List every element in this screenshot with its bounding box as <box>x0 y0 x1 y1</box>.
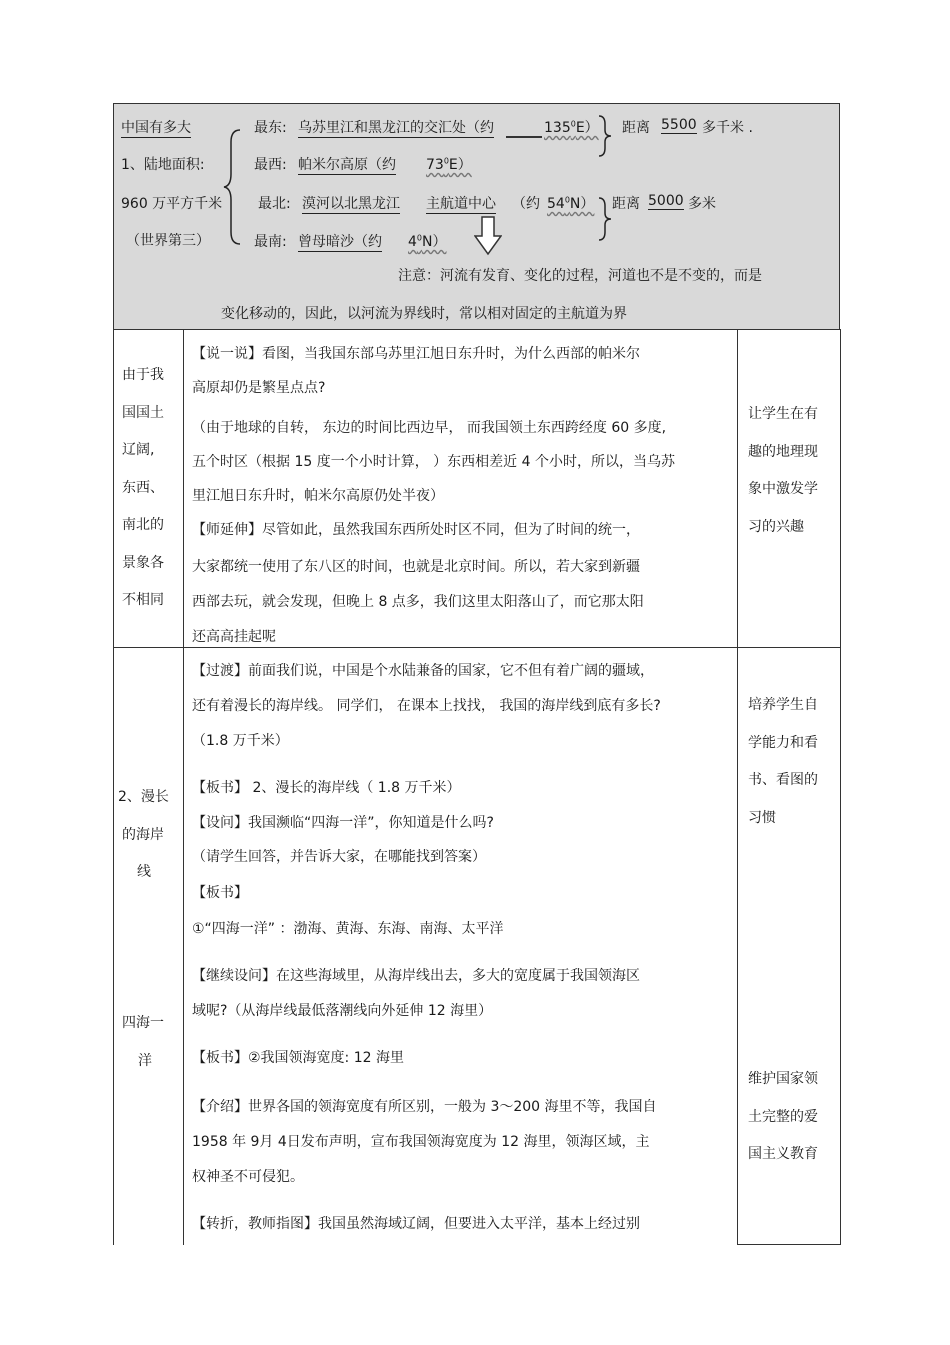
distance-ew-unit: 多千米 . <box>702 120 753 136</box>
left-brace-icon <box>222 128 242 246</box>
rank-note: （世界第三） <box>126 233 210 249</box>
table-divider-2 <box>737 329 738 1245</box>
content-line: 【介绍】世界各国的领海宽度有所区别，一般为 3～200 海里不等，我国自 <box>192 1099 657 1115</box>
east-label: 最东: <box>254 120 287 136</box>
content-line: 【师延伸】尽管如此，虽然我国东西所处时区不同，但为了时间的统一， <box>192 522 640 538</box>
content-line: 权神圣不可侵犯。 <box>192 1169 304 1185</box>
south-coord: $4^0N$） <box>408 233 447 250</box>
distance-ns-unit: 多米 <box>688 196 716 212</box>
east-coord: $135^0E$） <box>544 119 599 136</box>
west-place: 帕米尔高原（约 <box>298 154 396 175</box>
content-line: （1.8 万千米） <box>192 733 289 749</box>
table-border-right <box>840 329 841 1245</box>
content-line: 域呢?（从海岸线最低落潮线向外延伸 12 海里） <box>192 1003 493 1019</box>
content-line: 1958 年 9月 4日发布声明，宣布我国领海宽度为 12 海里，领海区域，主 <box>192 1134 650 1150</box>
content-line: 高原却仍是繁星点点? <box>192 380 326 396</box>
row3-left-cell-b: 四海一 洋 <box>122 1015 164 1069</box>
distance-ns-label: 距离 <box>612 196 640 212</box>
content-line: 【板书】 2、漫长的海岸线（ 1.8 万千米） <box>192 780 461 796</box>
note-line-2: 变化移动的，因此，以河流为界线时，常以相对固定的主航道为界 <box>221 306 627 322</box>
down-arrow-icon <box>474 216 502 256</box>
content-line: 【过渡】前面我们说，中国是个水陆兼备的国家，它不但有着广阔的疆域， <box>192 663 654 679</box>
row3-goal-cell-b: 维护国家领 土完整的爱 国主义教育 <box>748 1071 818 1162</box>
east-place: 乌苏里江和黑龙江的交汇处（约 <box>298 117 494 138</box>
right-brace-icon-2 <box>597 196 613 242</box>
row2-goal-cell: 让学生在有 趣的地理现 象中激发学 习的兴趣 <box>748 406 818 535</box>
row2-content-cell <box>192 345 675 663</box>
row2-left-cell: 由于我 国国土 辽阔, 东西、 南北的 景象各 不相同 <box>122 367 164 608</box>
distance-ns-value: 5000 <box>648 193 684 209</box>
south-place: 曾母暗沙（约 <box>298 231 382 252</box>
heading-china-size: 中国有多大 <box>121 117 191 138</box>
land-area-value: 960 万平方千米 <box>121 196 223 212</box>
content-line: （由于地球的自转， 东边的时间比西边早， 而我国领土东西跨经度 60 多度, <box>192 420 667 436</box>
west-coord: $73^0E$） <box>426 156 472 173</box>
east-underline <box>506 136 542 138</box>
distance-ew-value: 5500 <box>661 117 697 133</box>
content-line: 【继续设问】在这些海域里，从海岸线出去，多大的宽度属于我国领海区 <box>192 968 640 984</box>
content-line: 还高高挂起呢 <box>192 629 276 645</box>
row3-goal-cell-a: 培养学生自 学能力和看 书、看图的 习惯 <box>748 697 818 826</box>
north-place: 漠河以北黑龙江 <box>302 193 400 214</box>
right-brace-icon <box>597 114 613 158</box>
land-area-label: 1、陆地面积: <box>121 157 205 173</box>
content-line: （请学生回答，并告诉大家，在哪能找到答案） <box>192 849 486 865</box>
content-line: 【板书】②我国领海宽度: 12 海里 <box>192 1050 404 1066</box>
content-line: 还有着漫长的海岸线。 同学们， 在课本上找找， 我国的海岸线到底有多长? <box>192 698 661 714</box>
content-line: 西部去玩，就会发现，但晚上 8 点多，我们这里太阳落山了，而它那太阳 <box>192 594 644 610</box>
content-line: 【说一说】看图，当我国东部乌苏里江旭日东升时，为什么西部的帕米尔 <box>192 346 640 362</box>
north-place2: 主航道中心 <box>426 193 496 214</box>
content-line: ①“四海一洋” ：渤海、黄海、东海、南海、太平洋 <box>192 921 504 937</box>
content-line: 【转折，教师指图】我国虽然海域辽阔，但要进入太平洋，基本上经过别 <box>192 1216 640 1232</box>
row3-content-cell <box>192 662 661 1250</box>
content-line: 【板书】 <box>192 885 248 901</box>
west-label: 最西: <box>254 157 287 173</box>
row3-left-cell-a: 2、漫长 的海岸 线 <box>118 789 169 880</box>
distance-ew-label: 距离 <box>622 120 650 136</box>
content-line: 五个时区（根据 15 度一个小时计算， ）东西相差近 4 个小时，所以，当乌苏 <box>192 454 675 470</box>
north-coord: $54^0N$） <box>547 195 595 212</box>
north-label: 最北: <box>258 196 291 212</box>
content-line: 里江旭日东升时，帕米尔高原仍处半夜） <box>192 488 444 504</box>
table-divider-1 <box>183 329 184 1245</box>
north-approx: （约 <box>512 196 540 212</box>
table-border-left <box>113 329 114 1245</box>
note-line-1: 注意：河流有发育、变化的过程，河道也不是不变的，而是 <box>398 268 762 284</box>
content-line: 大家都统一使用了东八区的时间，也就是北京时间。所以，若大家到新疆 <box>192 559 640 575</box>
content-line: 【设问】我国濒临“四海一洋”，你知道是什么吗? <box>192 815 494 831</box>
table-bottom-right <box>737 1244 841 1245</box>
south-label: 最南: <box>254 234 287 250</box>
